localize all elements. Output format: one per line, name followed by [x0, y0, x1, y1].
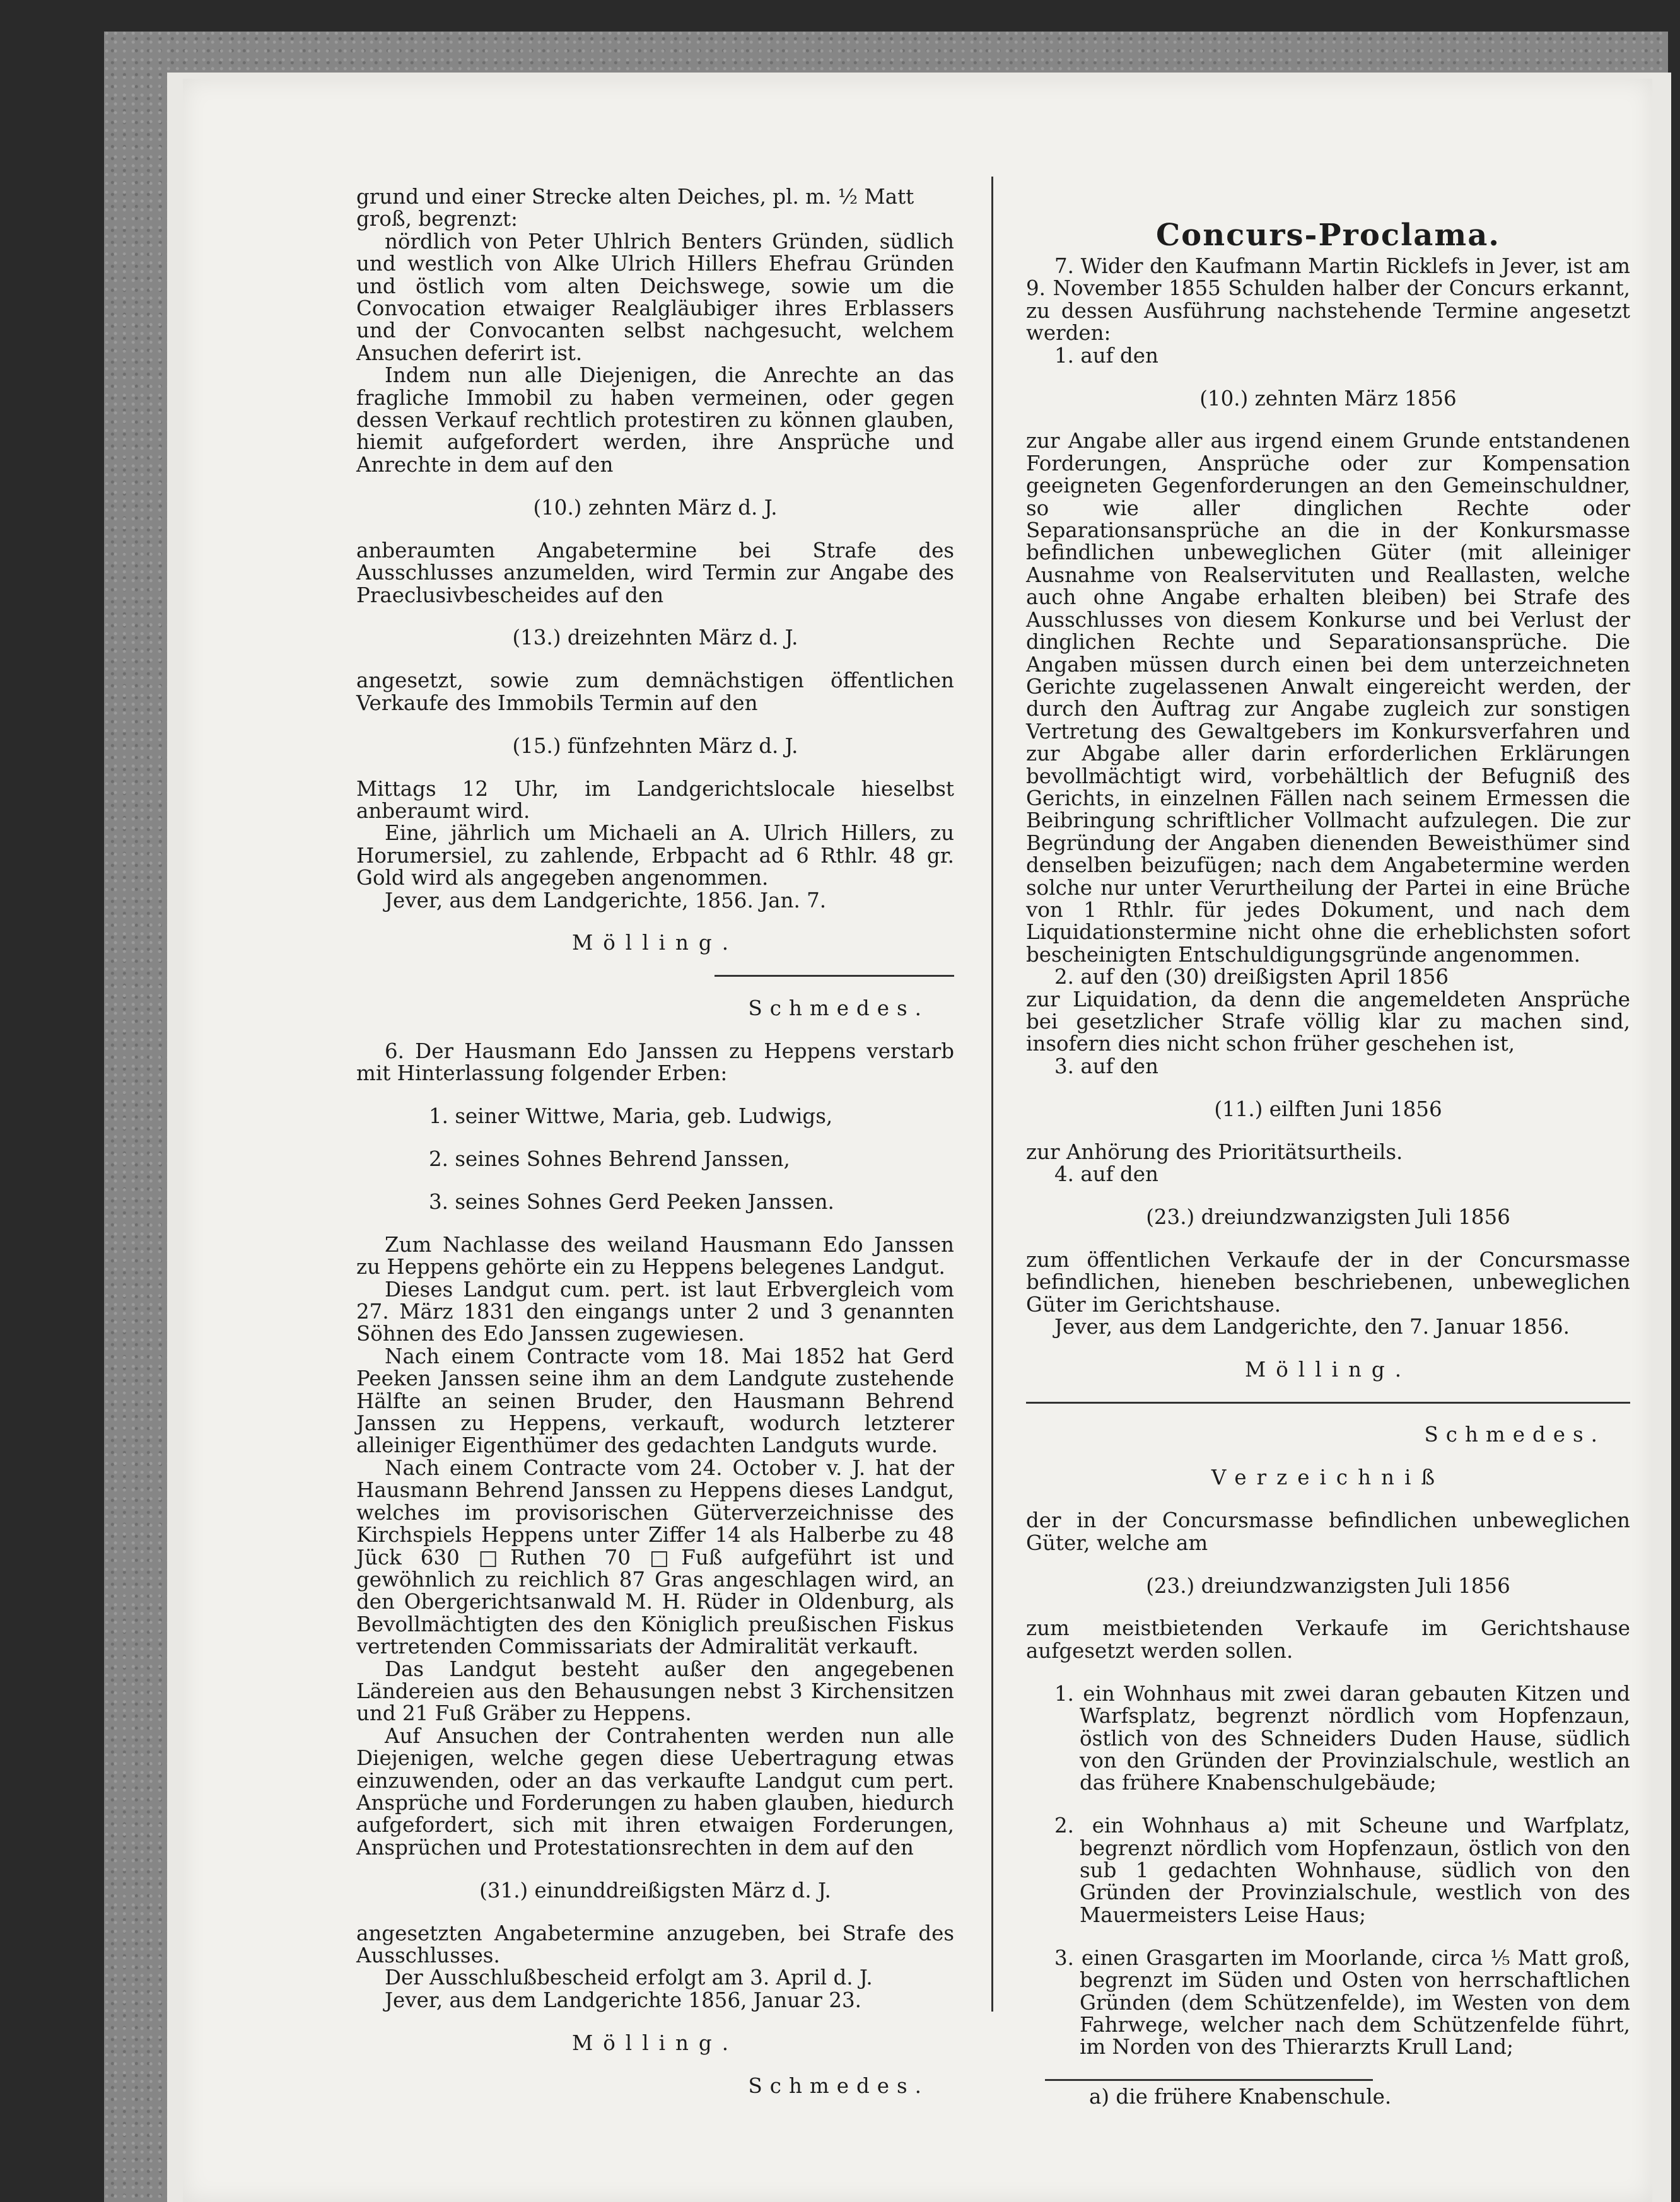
signature-rule-1 [715, 975, 954, 977]
line-grund: grund und einer Strecke alten Deiches, pl. m. ½ Matt [356, 185, 914, 209]
para-indem: Indem nun alle Diejenigen, die Anrechte an das fragliche Immobil zu haben vermeinen, oder gegen dessen Verkauf rechtlich protestiren zu können glauben, hiemit aufgefordert werden, ihre Ansprüche und Anrechte in dem auf den [356, 363, 954, 477]
clerk-signature-2: Schmedes. [748, 2073, 929, 2098]
place-date-2: Jever, aus dem Landgerichte 1856, Januar 23. [385, 1988, 861, 2012]
para-boundaries: nördlich von Peter Uhlrich Benters Gründen, südlich und westlich von Alke Ulrich Hillers Ehefrau Gründen und östlich vom alten Deichswege, sowie um die Convocation etwaiger Realgläubiger ihres Erblassers und der Convocanten selbst nachgesucht, welchem Ansuchen deferirt ist. [356, 229, 954, 365]
property-2: 2. ein Wohnhaus a) mit Scheune und Warfplatz, begrenzt nördlich vom Hopfenzaun, östlich von den sub 1 gedachten Wohnhause, südlich von den Gründen der Provinzialschule, westlich von des Mauermeisters Leise Haus; [1054, 1814, 1630, 1927]
date-10: (10.) zehnten März d. J. [533, 495, 778, 520]
para-eine: Eine, jährlich um Michaeli an A. Ulrich Hillers, zu Horumersiel, zu zahlende, Erbpacht ad 6 Rthlr. 48 gr. Gold wird als angegeben angenommen. [356, 821, 954, 890]
para-mittags: Mittags 12 Uhr, im Landgerichtslocale hieselbst anberaumt wird. [356, 776, 954, 823]
judge-signature-right: Mölling. [1244, 1357, 1412, 1382]
term-3: 3. auf den [1054, 1054, 1158, 1078]
date-31: (31.) einunddreißigsten März d. J. [479, 1878, 831, 1902]
para-6: 6. Der Hausmann Edo Janssen zu Heppens verstarb mit Hinterlassung folgender Erben: [356, 1039, 954, 1086]
judge-signature-2: Mölling. [571, 2030, 739, 2055]
para-ausschluss: Der Ausschlußbescheid erfolgt am 3. April d. J. [385, 1966, 873, 1990]
term-1: 1. auf den [1054, 343, 1158, 368]
heir-2: 2. seines Sohnes Behrend Janssen, [429, 1147, 790, 1171]
place-date-right: Jever, aus dem Landgerichte, den 7. Januar 1856. [1054, 1315, 1570, 1339]
term-2: 2. auf den (30) dreißigsten April 1856 [1054, 965, 1449, 989]
para-ansuchen: Auf Ansuchen der Contrahenten werden nun alle Diejenigen, welche gegen diese Uebertragung etwas einzuwenden, oder an das verkaufte Landgut cum pert. Ansprüche und Forderungen zu haben glauben, hiedurch aufgefordert, sich mit ihren etwaigen Forderungen, Ansprüchen und Protestationsrechten in dem auf den [356, 1723, 954, 1860]
column-divider [991, 177, 993, 2012]
para-verkauf: zum öffentlichen Verkaufe der in der Concursmasse befindlichen, hieneben beschriebenen, unbeweglichen Güter im Gerichtshause. [1026, 1247, 1630, 1317]
date-13: (13.) dreizehnten März d. J. [512, 626, 798, 650]
clerk-signature-right: Schmedes. [1424, 1423, 1605, 1447]
para-contract-october: Nach einem Contracte vom 24. October v. J. hat der Hausmann Behrend Janssen zu Heppens dieses Landgut, welches im provisorischen Güterverzeichnisse des Kirchspiels Heppens unter Ziffer 14 als Halberbe zu 48 Jück 630 □Ruthen 70 □Fuß aufgeführt ist und gewöhnlich zu reichlich 87 Gras angeschlagen wird, an den Obergerichtsanwald M. H. Rüder in Oldenburg, als Bevollmächtigten des den Königlich preußischen Fiskus vertretenden Commissariats der Admiralität verkauft. [356, 1455, 954, 1659]
verzeichnis-outro: zum meistbietenden Verkaufe im Gerichtshause aufgesetzt werden sollen. [1026, 1616, 1630, 1663]
para-anberaumt: anberaumten Angabetermine bei Strafe des Ausschlusses anzumelden, wird Termin zur Angabe des Praeclusivbescheides auf den [356, 538, 954, 607]
para-contract-1852: Nach einem Contracte vom 18. Mai 1852 hat Gerd Peeken Janssen seine ihm an dem Landgute zustehende Hälfte an seinen Bruder, den Hausmann Behrend Janssen zu Heppens, verkauft, wodurch letzterer alleiniger Eigenthümer des gedachten Landguts wurde. [356, 1344, 954, 1458]
footnote-rule [1045, 2079, 1373, 2081]
place-date-1: Jever, aus dem Landgerichte, 1856. Jan. 7. [385, 888, 827, 912]
property-1: 1. ein Wohnhaus mit zwei daran gebauten Kitzen und Warfsplatz, begrenzt nördlich vom Hopfenzaun, östlich von des Schneiders Duden Hause, südlich von den Gründen der Provinzialschule, westlich an das frühere Knabenschulgebäude; [1054, 1681, 1630, 1795]
concurs-heading: Concurs-Proclama. [1155, 218, 1501, 253]
date-11: (11.) eilften Juni 1856 [1214, 1097, 1442, 1121]
para-7: 7. Wider den Kaufmann Martin Ricklefs in Jever, ist am 9. November 1855 Schulden halber der Concurs erkannt, zu dessen Ausführung nachstehende Termine angesetzt werden: [1026, 254, 1630, 346]
term-4: 4. auf den [1054, 1162, 1158, 1187]
clerk-signature-1: Schmedes. [748, 996, 929, 1020]
heir-1: 1. seiner Wittwe, Maria, geb. Ludwigs, [429, 1104, 833, 1129]
line-gross: groß, begrenzt: [356, 207, 518, 231]
para-anhoerung: zur Anhörung des Prioritätsurtheils. [1026, 1139, 1403, 1164]
judge-signature-1: Mölling. [571, 931, 739, 955]
left-column [356, 186, 954, 2118]
para-angesetzt: angesetzt, sowie zum demnächstigen öffentlichen Verkaufe des Immobils Termin auf den [356, 668, 954, 715]
date-15: (15.) fünfzehnten März d. J. [512, 733, 798, 758]
date-10-right: (10.) zehnten März 1856 [1199, 386, 1457, 411]
date-23: (23.) dreiundzwanzigsten Juli 1856 [1146, 1204, 1510, 1229]
signature-rule-right [1026, 1402, 1630, 1404]
para-angabe: zur Angabe aller aus irgend einem Grunde entstandenen Forderungen, Ansprüche oder zur Kompensation geeigneten Gegenforderungen an den Gemeinschuldner, so wie aller dinglichen Rechte oder Separationsansprüche an die in der Konkursmasse befindlichen unbeweglichen Güter (mit alleiniger Ausnahme von Realservituten und Reallasten, welche auch ohne Angabe erhalten bleiben) bei Strafe des Ausschlusses von diesem Konkurse und bei Verlust der dinglichen Rechte und Separationsansprüche. Die Angaben müssen durch einen bei dem unterzeichneten Gerichte zugelassenen Anwalt eingereicht werden, der durch den Auftrag zur Angabe zugleich zur sonstigen Vertretung des Gewaltgebers im Konkursverfahren und zur Abgabe aller darin erforderlichen Erklärungen bevollmächtigt wird, vorbehältlich der Befugniß des Gerichts, in einzelnen Fällen nach seinem Ermessen die Beibringung schriftlicher Vollmacht aufzulegen. Die zur Begründung der Angaben dienenden Beweisthümer sind denselben beizufügen; nach dem Angabetermine werden solche nur unter Verurtheilung der Partei in eine Brüche von 1 Rthlr. für jedes Dokument, und nach dem Liquidationstermine nicht ohne die erheblichsten sofort bescheinigten Entschuldigungsgründe angenommen. [1026, 429, 1630, 967]
right-column [1026, 186, 1630, 2129]
para-bestehen: Das Landgut besteht außer den angegebenen Ländereien aus den Behausungen nebst 3 Kirchensitzen und 21 Fuß Gräber zu Heppens. [356, 1657, 954, 1726]
para-landgut: Dieses Landgut cum. pert. ist laut Erbvergleich vom 27. März 1831 den eingangs unter 2 und 3 genannten Söhnen des Edo Janssen zugewiesen. [356, 1277, 954, 1346]
footnote: a) die frühere Knabenschule. [1089, 2085, 1392, 2109]
heir-3: 3. seines Sohnes Gerd Peeken Janssen. [429, 1189, 834, 1214]
para-nachlass: Zum Nachlasse des weiland Hausmann Edo Janssen zu Heppens gehörte ein zu Heppens belegenes Landgut. [356, 1232, 954, 1279]
para-angesetzten: angesetzten Angabetermine anzugeben, bei Strafe des Ausschlusses. [356, 1921, 954, 1967]
property-3: 3. einen Grasgarten im Moorlande, circa ⅕ Matt groß, begrenzt im Süden und Osten von herrschaftlichen Gründen (dem Schützenfelde), im Westen von dem Fahrwege, welcher nach dem Schützenfelde führt, im Norden von des Thierarzts Krull Land; [1054, 1945, 1630, 2059]
verzeichnis-date: (23.) dreiundzwanzigsten Juli 1856 [1146, 1573, 1510, 1598]
para-liquidation: zur Liquidation, da denn die angemeldeten Ansprüche bei gesetzlicher Strafe völlig klar zu machen sind, insofern dies nicht schon früher geschehen ist, [1026, 987, 1630, 1056]
verzeichnis-intro: der in der Concursmasse befindlichen unbeweglichen Güter, welche am [1026, 1508, 1630, 1555]
verzeichnis-title: Verzeichniß [1211, 1465, 1445, 1490]
